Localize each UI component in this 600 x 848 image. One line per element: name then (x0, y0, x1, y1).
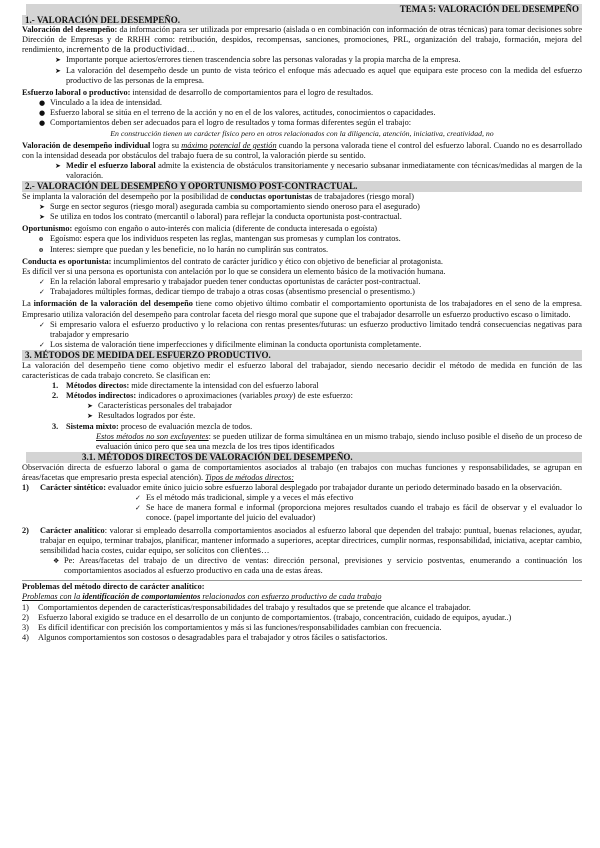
list-item (36, 202, 582, 212)
term: Sistema mixto: (66, 421, 119, 431)
text: egoísmo con engaño o auto-interés con malicia (diferente de conducta interesada o egoísta) (72, 224, 378, 234)
italic-text: proxy (274, 391, 293, 401)
list-text: proceso de evaluación mezcla de todos. (118, 421, 253, 431)
list-text: Los sistema de valoración tiene imperfecciones y difícilmente eliminan la conducta oportunista completamente. (50, 340, 422, 350)
note-text: En construcción tienen un carácter físico pero en otros relacionados con la diligencia, atención, iniciativa, creatividad, no (110, 128, 494, 138)
list-item (22, 623, 582, 633)
term: Esfuerzo laboral o productivo: (22, 87, 131, 97)
term: identificación de comportamientos (82, 592, 201, 602)
list-text: Esfuerzo laboral se sitúa en el terreno de la acción y no en el de los valores, actitudes, conocimientos o capacidades. (50, 108, 436, 118)
list-item (50, 556, 582, 576)
paragraph: Es difícil ver si una persona es oportunista con antelación por lo que se considera un elemento básico de la motivación humana. (22, 266, 446, 276)
informacion-valoracion (22, 299, 582, 319)
valoracion-individual (22, 141, 582, 161)
list-item (52, 391, 582, 401)
list-text: evaluador emite único juicio sobre esfuerzo laboral desplegado por trabajador durante un periodo determinado basado en la observación. (105, 482, 562, 492)
section-3-1-heading: 3.1. MÉTODOS DIRECTOS DE VALORACIÓN DEL DESEMPEÑO. (26, 452, 582, 463)
list-text: En la relación laboral empresario y trabajador pueden tener conductas oportunistas de carácter post-contractual. (50, 277, 421, 287)
list-text: : valorar si empleado desarrolla comportamientos asociados al esfuerzo laboral que dependen del trabajo: puntual, buenas relaciones, ayudar, trabajar en equipo, terminar trabajos, planificar, mantener informado a superiores, aceptar directrices, cumplir normas, responsabilidad, iniciativa, aceptar cambio, sensibilidad hacia costes, cuidar equipo, ser solícitos con (40, 525, 582, 555)
check-icon: ✓ (39, 320, 45, 329)
s2-intro (22, 192, 582, 202)
list-text: Egoísmo: espera que los individuos respeten las reglas, mantengan sus promesas y cumplan los contratos. (50, 234, 401, 244)
page-title: TEMA 5: VALORACIÓN DEL DESEMPEÑO (26, 4, 582, 15)
list-item (36, 212, 582, 222)
number: 3) (22, 622, 29, 632)
list-item (132, 493, 582, 503)
circle-icon: o (39, 234, 44, 244)
list-text: Vinculado a la idea de intensidad. (50, 98, 162, 108)
bullet-icon: ● (39, 99, 46, 108)
list-item (36, 320, 582, 340)
list-item (52, 161, 582, 181)
bullet-icon: ● (39, 109, 46, 118)
underlined-text: Estos métodos no son excluyentes (96, 431, 209, 441)
handwritten-text: clientes (230, 545, 262, 555)
list-text: Importante porque aciertos/errores tienen trascendencia sobre las personas valoradas y la propia marcha de la empresa. (66, 55, 461, 65)
term: Medir el esfuerzo laboral (66, 161, 156, 171)
term: conductas oportunistas (230, 191, 313, 201)
list-item (22, 603, 582, 613)
list-text: indicadores o aproximaciones (variables (136, 391, 275, 401)
list-text: Es difícil identificar con precisión los comportamientos y más si las funciones/responsabilidades cambian con frecuencia. (38, 622, 442, 632)
list-text: Si empresario valora el esfuerzo productivo y lo relaciona con rentas presentes/futuras: un esfuerzo productivo limitado tendrá consecuencias negativas para trabajador y empresario (50, 319, 582, 339)
list-text: Comportamientos dependen de características/responsabilidades del trabajo y resultados que se pretende que alcance el trabajador. (38, 602, 471, 612)
list-text: La valoración del desempeño desde un punto de vista teórico el enfoque más adecuado es aquel que equipara este proceso con la medida del esfuerzo productivo de las personas de la empresa. (66, 65, 582, 85)
list-text: Trabajadores múltiples formas, dedicar tiempo de trabajo a otras cosas (absentismo presencial o presentismo.) (50, 287, 415, 297)
check-icon: ✓ (39, 278, 45, 287)
list-text: Características personales del trabajador (98, 401, 232, 411)
list-item (52, 66, 582, 86)
text: … (186, 45, 196, 55)
problems-block (22, 580, 582, 643)
number: 1) (22, 602, 29, 612)
term: Valoración del desempeño: (22, 25, 118, 34)
list-text: Esfuerzo laboral exigido se traduce en el desarrollo de un conjunto de comportamientos. (trabajo, concentración, cuidado de equipos, ayudar..) (38, 612, 512, 622)
problems-heading: Problemas del método directo de carácter analítico: (22, 582, 205, 592)
list-item (52, 55, 582, 65)
def-esfuerzo (22, 88, 582, 98)
list-text: mide directamente la intensidad con del esfuerzo laboral (129, 381, 319, 390)
number: 2) (22, 525, 29, 535)
list-item (52, 381, 582, 391)
term: Carácter analítico (40, 525, 105, 535)
text: de trabajadores (riesgo moral) (312, 191, 414, 201)
check-icon: ✓ (39, 341, 45, 350)
list-text: Algunos comportamientos son costosos o desagradables para el trabajador y otros fáciles o satisfactorios. (38, 633, 388, 643)
arrow-icon: ➤ (55, 162, 61, 171)
text: incumplimientos del contrato de carácter jurídico y ético con objetivo de beneficiar al protagonista. (111, 256, 443, 266)
handwritten-text: emento de la productividad (79, 45, 187, 55)
list-text: Surge en sector seguros (riesgo moral) asegurada cambia su comportamiento siendo oneroso para el asegurado) (50, 202, 420, 211)
check-icon: ✓ (135, 504, 141, 513)
list-item (22, 526, 582, 556)
arrow-icon: ➤ (39, 203, 45, 211)
list-text: Se hace de manera formal e informal (proporciona mejores resultados cuando el trabajo es fácil de observar y el evaluador lo conoce. (papel importante del juicio del evaluador) (146, 503, 582, 523)
number: 2) (22, 612, 29, 622)
text: cuando la persona valorada tiene el control del esfuerzo laboral. Cuando no es desarrollado con la intensidad deseada por obstáculos del trabajo fuera de su control, la valoración pierde su sentido. (22, 140, 582, 160)
diamond-icon: ❖ (53, 557, 60, 565)
list-item (36, 118, 582, 128)
text: da información para ser utilizada por empresario (aislada o en combinación con información de otras técnicas) para tomar decisiones sobre Dirección de Empresas y de RRHH como: retribución, despidos, recompensas, sanciones, promociones, PRL, organización del trabajo, formación, mejora del rendimiento, incr (22, 25, 583, 55)
arrow-icon: ➤ (55, 56, 61, 65)
paragraph: La valoración del desempeño tiene como objetivo medir el esfuerzo laboral del trabajador, siendo necesario decidir el método de medida en función de las características de cada trabajo concreto. Se clasifican en: (22, 360, 582, 380)
underlined-text: Tipos de métodos directos: (205, 472, 295, 482)
list-item (132, 503, 582, 523)
list-text: Resultados logrados por éste. (98, 411, 196, 421)
section-1-heading: 1.- VALORACIÓN DEL DESEMPEÑO. (22, 15, 582, 26)
text: : se pueden utilizar de forma simultánea en un mismo trabajo, siendo incluso posible el diseño de un proceso de evaluación único pero que sea una mezcla de los tres tipos identificados (96, 431, 583, 451)
list-item (22, 483, 582, 493)
section-2-heading: 2.- VALORACIÓN DEL DESEMPEÑO Y OPORTUNISMO POST-CONTRACTUAL. (22, 181, 582, 192)
list-text: admite la existencia de obstáculos transitoriamente y necesario subsanar inmediatamente con técnicas/medidas al margen de la valoración. (66, 161, 582, 181)
check-icon: ✓ (39, 288, 45, 297)
list-item (36, 108, 582, 118)
list-item (36, 277, 582, 287)
term: Conducta es oportunista: (22, 256, 112, 266)
arrow-icon: ➤ (55, 66, 61, 75)
problems-subheading (22, 592, 582, 602)
list-item (36, 234, 582, 244)
check-icon: ✓ (135, 494, 141, 503)
section-3-heading: 3. MÉTODOS DE MEDIDA DEL ESFUERZO PRODUCTIVO. (22, 350, 582, 361)
term: información de la valoración del desempeño (33, 299, 193, 309)
text: Problemas con la (22, 592, 83, 602)
number: 1) (22, 482, 29, 492)
list-item (84, 401, 582, 411)
term: Valoración de desempeño individual (22, 140, 151, 150)
text: tiene como objetivo último combatir el comportamiento oportunista de los trabajadores en el seno de la empresa. Empresario utiliza valoración del desempeño para controlar faceta del riesgo moral que supone que el trabajador desarrolle un esfuerzo productivo escaso o limitado. (22, 299, 582, 319)
text: La (22, 299, 34, 309)
list-text: ) de este esfuerzo: (292, 391, 353, 401)
text: Se implanta la valoración del desempeño por la posibilidad de (22, 191, 231, 201)
def-oportunismo (22, 224, 582, 234)
list-text: Interes: siempre que puedan y les beneficie, no lo harán no cumplirán sus contratos. (50, 244, 329, 254)
number: 4) (22, 633, 29, 643)
list-item (84, 411, 582, 421)
list-item (36, 98, 582, 108)
underlined-text: máximo potencial de gestión (181, 140, 277, 150)
list-text: Pe: Areas/facetas del trabajo de un directivo de ventas: dirección personal, previsiones y servicio postventas, enumerando a continuación los comportamientos asociados al esfuerzo productivo en cada una de estas áreas. (64, 556, 582, 576)
arrow-icon: ➤ (87, 402, 93, 411)
list-item (52, 422, 582, 432)
s31-intro (22, 463, 582, 483)
def-conducta (22, 257, 582, 267)
circle-icon: o (39, 244, 44, 254)
bullet-icon: ● (39, 119, 46, 128)
text: relacionados con esfuerzo productivo de cada trabajo (200, 592, 382, 602)
list-text: Comportamientos deben ser adecuados para el logro de resultados y toma formas diferentes según el trabajo: (50, 118, 412, 128)
text: logra su (150, 140, 182, 150)
term: Métodos indirectos: (66, 391, 137, 401)
excluyentes-note (66, 432, 582, 452)
list-item (36, 340, 582, 350)
list-item (36, 245, 582, 255)
text: Observación directa de esfuerzo laboral o gama de comportamientos asociados al trabajo (en trabajos con muchas funciones y responsabilidades, se agrupan en áreas/facetas que empresario presta especial atención). (22, 462, 582, 482)
term: Oportunismo: (22, 224, 73, 234)
def-valoracion (22, 25, 582, 55)
number: 3. (52, 421, 59, 431)
list-item (36, 287, 582, 297)
number: 2. (52, 391, 59, 401)
list-item (22, 633, 582, 643)
term: Carácter sintético: (40, 482, 106, 492)
list-text: Es el método más tradicional, simple y a veces el más efectivo (146, 493, 354, 503)
list-text: … (261, 545, 270, 555)
number: 1. (52, 381, 59, 390)
text: intensidad de desarrollo de comportamientos para el logro de resultados. (130, 87, 374, 97)
arrow-icon: ➤ (39, 213, 45, 222)
arrow-icon: ➤ (87, 412, 93, 421)
list-text: Se utiliza en todos los contrato (mercantil o laboral) para reflejar la conducta oportunista post-contractual. (50, 212, 402, 222)
term: Métodos directos: (66, 381, 130, 390)
list-item (22, 613, 582, 623)
